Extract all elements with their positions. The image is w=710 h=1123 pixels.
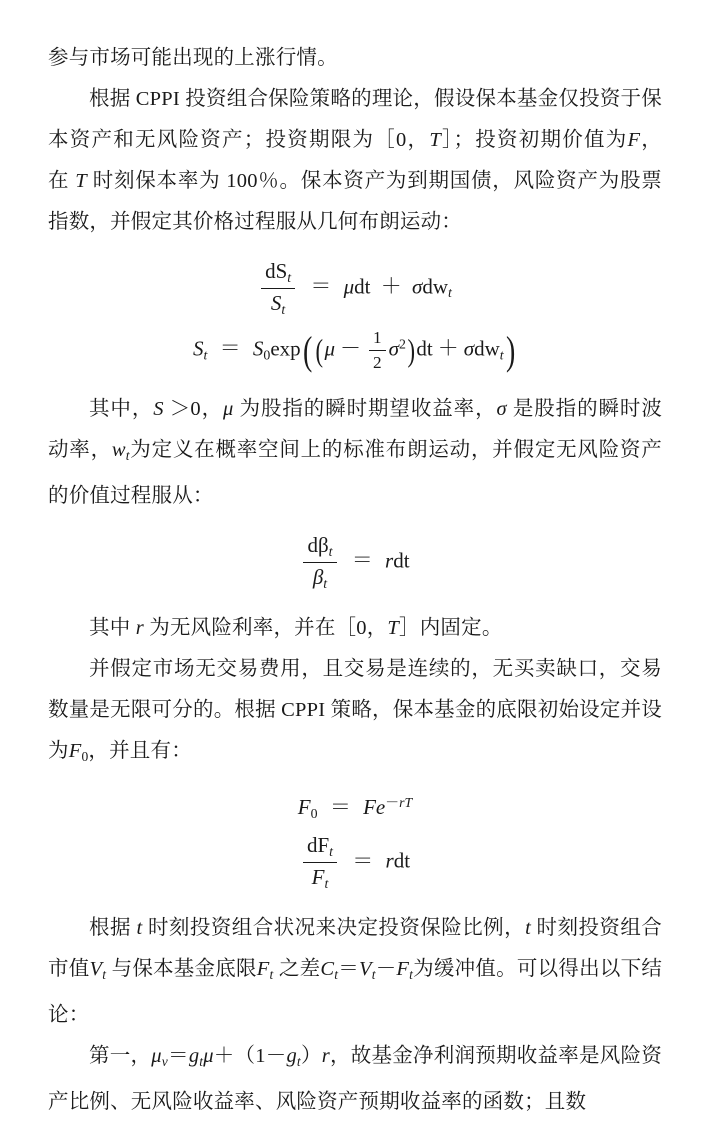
text-run: 时刻投资组合状况来决定投资保险比例， — [147, 917, 526, 940]
math-var-T: T — [429, 129, 441, 151]
math-equals: ＝ — [338, 958, 359, 981]
math-sub-t: t — [329, 844, 333, 860]
math-sup-r: r — [399, 794, 405, 810]
fraction-numerator — [261, 259, 295, 289]
math-S: S — [270, 290, 282, 315]
fraction-dF-over-F — [303, 833, 337, 892]
math-sub-t: t — [102, 967, 107, 983]
math-mu: μ — [324, 336, 336, 361]
math-sub-t: t — [409, 967, 414, 983]
math-var-r: r — [321, 1045, 330, 1068]
math-sub-t: t — [371, 967, 376, 983]
fraction-numerator — [303, 533, 336, 563]
text-run: 并假定市场无交易费用，且交易是连续的，无买卖缺口，交易数量是无限可分的。根据 CPPI 策略，保本基金的底限初始设定并设为 — [48, 658, 662, 763]
text-run: 为定义在概率空间上的标准布朗运动，并假定无风险资产的价值过程服从： — [48, 439, 662, 508]
paragraph-6 — [48, 908, 662, 1036]
math-var-mu: μ — [151, 1045, 162, 1068]
math-var-V: V — [89, 958, 103, 981]
math-dt: dt — [416, 336, 433, 361]
math-equals: ＝ — [329, 794, 351, 819]
math-paren-close-inner: ) — [407, 333, 415, 369]
equation-1 — [48, 259, 662, 318]
math-minus: － — [375, 958, 397, 981]
text-run: 为缓冲值。可以得出以下结论： — [48, 958, 663, 1027]
text-run: ］；投资初期价值为 — [440, 129, 628, 151]
math-sup-T: T — [404, 794, 413, 810]
math-sub-v: v — [161, 1054, 168, 1070]
text-run: 与保本基金底限 — [111, 958, 257, 981]
math-dS: dS — [265, 259, 288, 283]
math-plus: ＋ — [437, 336, 459, 361]
math-dt: dt — [354, 274, 371, 299]
fraction-denominator — [303, 863, 337, 893]
math-S: S — [193, 336, 204, 361]
math-sub-t: t — [269, 967, 274, 983]
text-run: 时刻投资组合市值 — [48, 917, 662, 981]
math-plus: ＋ — [380, 274, 402, 299]
equation-block-3 — [48, 793, 662, 893]
math-beta: β — [312, 564, 324, 589]
paragraph-7 — [48, 1036, 662, 1123]
text-run: 是股指的瞬时波动率， — [48, 398, 663, 462]
text-run: 根据 — [89, 917, 131, 940]
text-run: ＞0， — [169, 398, 224, 421]
equation-block-2 — [48, 533, 662, 592]
math-equals: ＝ — [310, 274, 332, 299]
math-minus: － — [340, 336, 362, 361]
math-F: F — [311, 864, 325, 889]
math-r: r — [385, 848, 394, 873]
math-equals: ＝ — [351, 548, 373, 573]
text-run: ，故基金净利润预期收益率是风险资产比例、无风险收益率、风险资产预期收益率的函数；且数 — [48, 1045, 663, 1114]
text-run: 根据 CPPI 投资组合保险策略的理论，假设保本基金仅投资于保本资产和无风险资产；投资期限为［0， — [48, 88, 662, 151]
math-var-g: g — [188, 1045, 200, 1068]
math-equals: ＝ — [167, 1045, 189, 1068]
math-sub-t: t — [323, 575, 328, 591]
math-var-V: V — [359, 958, 372, 981]
math-paren-close-outer: ) — [505, 327, 515, 373]
math-sub-t: t — [281, 301, 286, 317]
math-sub-t: t — [499, 347, 504, 363]
text-run: 第一， — [89, 1045, 152, 1068]
text-run: ，在 — [48, 129, 662, 192]
equation-3 — [48, 533, 662, 592]
math-F: F — [297, 794, 311, 819]
math-sub-t: t — [448, 285, 452, 301]
fraction-one-half — [369, 328, 386, 373]
math-sigma: σ — [388, 336, 399, 361]
math-var-T: T — [387, 617, 400, 640]
math-equals: ＝ — [219, 336, 241, 361]
math-var-g: g — [286, 1045, 297, 1068]
equation-block-1 — [48, 259, 662, 373]
fraction-denominator: 2 — [373, 352, 382, 372]
text-run: ＋（1－ — [213, 1045, 287, 1068]
math-var-S: S — [153, 398, 164, 421]
fraction-denominator — [261, 289, 295, 319]
fraction-dS-over-S — [261, 259, 295, 318]
math-var-w: w — [111, 439, 126, 462]
math-var-C: C — [320, 958, 335, 981]
equation-2 — [48, 328, 662, 373]
math-exp: exp — [270, 336, 301, 361]
math-sup-minus: － — [385, 794, 400, 810]
math-sigma: σ — [463, 336, 475, 361]
math-var-t: t — [136, 917, 143, 940]
math-r: r — [385, 548, 394, 573]
math-paren-open-inner: ( — [315, 333, 323, 369]
paragraph-4 — [48, 608, 662, 649]
text-run: ，并且有： — [88, 740, 192, 763]
math-sub-t: t — [328, 543, 333, 559]
math-dF: dF — [306, 833, 330, 858]
text-run: 之差 — [278, 958, 321, 981]
text-run: 其中 — [89, 617, 131, 640]
text-run: ） — [300, 1045, 322, 1068]
math-sub-t: t — [125, 448, 130, 464]
math-Fe: Fe — [363, 794, 386, 819]
math-var-mu: μ — [203, 1045, 214, 1068]
math-sigma: σ — [412, 274, 423, 299]
math-sub-t: t — [324, 875, 329, 891]
math-var-T2: T — [75, 170, 87, 192]
math-var-F: F — [627, 129, 641, 151]
math-sub-0: 0 — [310, 805, 318, 821]
math-equals: ＝ — [352, 848, 374, 873]
math-dt: dt — [393, 548, 410, 573]
math-sup-2: 2 — [398, 336, 406, 352]
math-dw: dw — [422, 274, 449, 299]
math-var-F: F — [256, 958, 270, 981]
math-dw: dw — [474, 336, 500, 361]
text-run: ］内固定。 — [399, 617, 503, 640]
math-dt: dt — [393, 848, 411, 873]
math-var-F: F — [68, 740, 82, 763]
math-dbeta: dβ — [307, 533, 329, 558]
math-sub-0: 0 — [263, 347, 271, 363]
text-run: 为股指的瞬时期望收益率， — [239, 398, 497, 421]
math-sub-t: t — [199, 1054, 204, 1070]
text-run: 为无风险利率，并在［0， — [149, 617, 388, 640]
math-S0: S — [252, 336, 264, 361]
math-paren-open-outer: ( — [302, 327, 312, 373]
fraction-numerator — [303, 833, 337, 863]
text-run: 其中， — [89, 398, 154, 421]
math-var-r: r — [135, 617, 144, 640]
fraction-denominator — [303, 563, 336, 593]
math-mu: μ — [343, 274, 355, 299]
math-sub-t: t — [296, 1054, 301, 1070]
paragraph-5 — [48, 649, 662, 777]
math-var-t: t — [525, 917, 531, 940]
math-sub-t: t — [287, 269, 292, 285]
paragraph-3 — [48, 389, 662, 517]
math-sub-t: t — [334, 967, 339, 983]
math-sub-0: 0 — [81, 748, 89, 764]
equation-5 — [48, 833, 662, 892]
math-var-mu: μ — [223, 398, 234, 421]
text-run: 时刻保本率为 100％。保本资产为到期国债，风险资产为股票指数，并假定其价格过程服从几何布朗运动： — [48, 170, 662, 233]
paragraph-1: 参与市场可能出现的上涨行情。 — [48, 47, 338, 69]
paragraph-2 — [48, 79, 662, 243]
math-var-F: F — [396, 958, 410, 981]
fraction-dbeta-over-beta — [303, 533, 336, 592]
fraction-numerator: 1 — [369, 328, 386, 351]
math-sub-t: t — [203, 347, 208, 363]
math-var-sigma: σ — [496, 398, 507, 421]
equation-4 — [48, 793, 662, 824]
